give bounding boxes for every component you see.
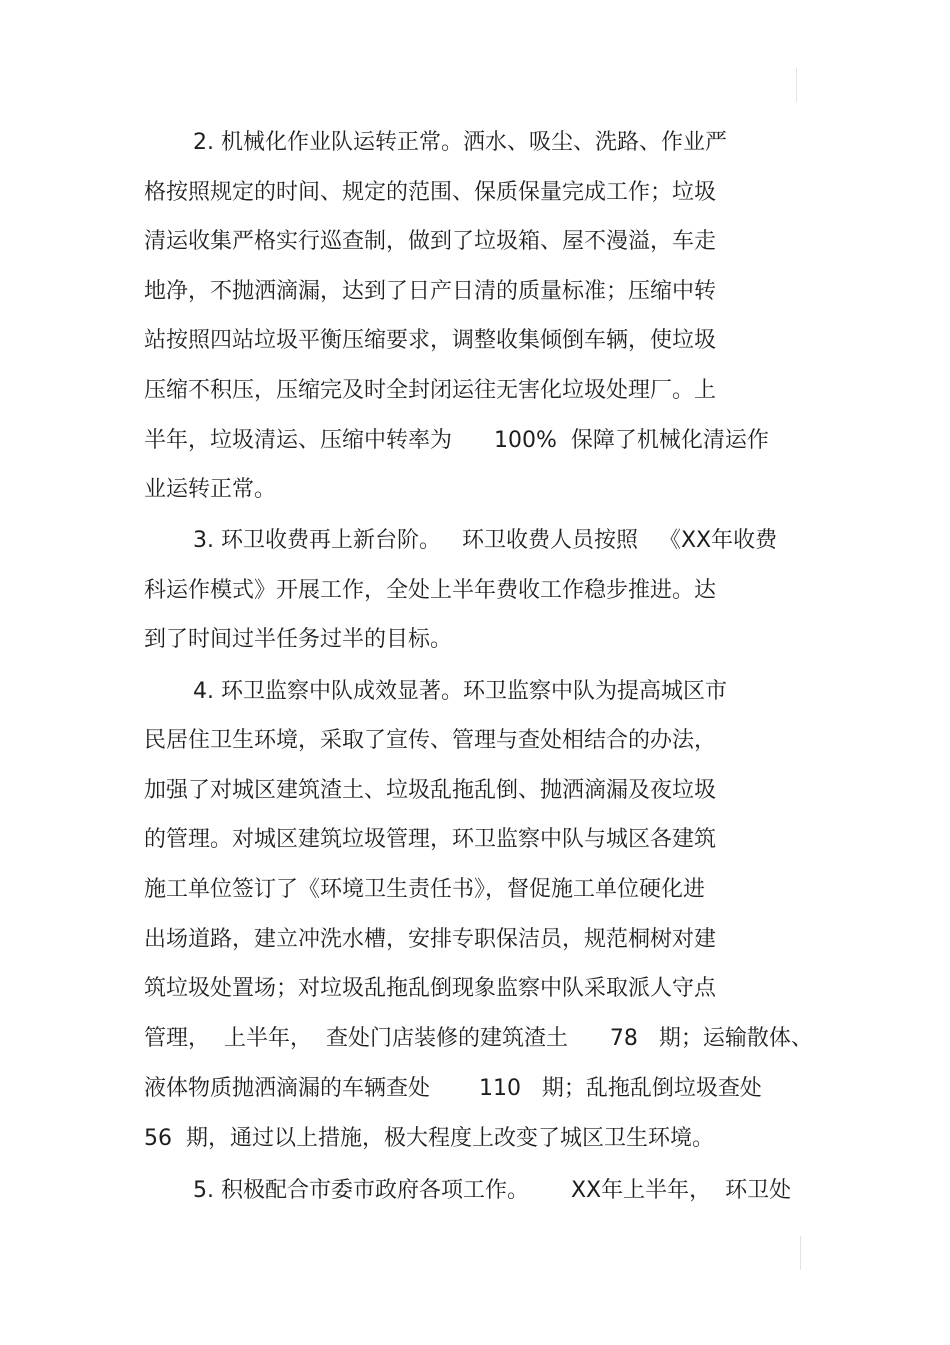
text-line-17: 出场道路，建立冲洗水槽，安排专职保洁员，规范桐树对建 <box>144 927 717 952</box>
text-line-12: 4. 环卫监察中队成效显著。环卫监察中队为提高城区市 <box>193 679 727 704</box>
margin-mark-top <box>796 68 797 102</box>
margin-mark-bottom <box>800 1236 801 1270</box>
text-line-6: 压缩不积压，压缩完及时全封闭运往无害化垃圾处理厂。上 <box>144 378 717 403</box>
text-line-13: 民居住卫生环境，采取了宣传、管理与查处相结合的办法， <box>144 728 717 753</box>
text-line-19: 管理， 上半年， 查处门店装修的建筑渣土 78 期；运输散体、 <box>144 1026 813 1051</box>
text-line-15: 的管理。对城区建筑垃圾管理，环卫监察中队与城区各建筑 <box>144 827 717 852</box>
text-line-7: 半年，垃圾清运、压缩中转率为 100% 保障了机械化清运作 <box>144 428 769 453</box>
text-line-4: 地净，不抛洒滴漏，达到了日产日清的质量标准；压缩中转 <box>144 279 717 304</box>
text-line-3: 清运收集严格实行巡查制，做到了垃圾箱、屋不漫溢，车走 <box>144 229 717 254</box>
text-line-14: 加强了对城区建筑渣土、垃圾乱拖乱倒、抛洒滴漏及夜垃圾 <box>144 778 717 803</box>
text-line-10: 科运作模式》开展工作，全处上半年费收工作稳步推进。达 <box>144 578 717 603</box>
text-line-9: 3. 环卫收费再上新台阶。 环卫收费人员按照 《XX年收费 <box>193 528 778 553</box>
text-line-20: 液体物质抛洒滴漏的车辆查处 110 期；乱拖乱倒垃圾查处 <box>144 1076 762 1101</box>
text-line-22: 5. 积极配合市委市政府各项工作。 XX年上半年， 环卫处 <box>193 1178 792 1203</box>
text-line-21: 56 期，通过以上措施，极大程度上改变了城区卫生环境。 <box>144 1126 714 1151</box>
text-line-11: 到了时间过半任务过半的目标。 <box>144 627 453 652</box>
text-line-16: 施工单位签订了《环境卫生责任书》，督促施工单位硬化进 <box>144 877 706 902</box>
text-line-8: 业运转正常。 <box>144 477 277 502</box>
text-line-5: 站按照四站垃圾平衡压缩要求，调整收集倾倒车辆，使垃圾 <box>144 328 717 353</box>
text-line-1: 2. 机械化作业队运转正常。洒水、吸尘、洗路、作业严 <box>193 130 727 155</box>
text-line-18: 筑垃圾处置场；对垃圾乱拖乱倒现象监察中队采取派人守点 <box>144 976 717 1001</box>
text-line-2: 格按照规定的时间、规定的范围、保质保量完成工作；垃圾 <box>144 180 717 205</box>
